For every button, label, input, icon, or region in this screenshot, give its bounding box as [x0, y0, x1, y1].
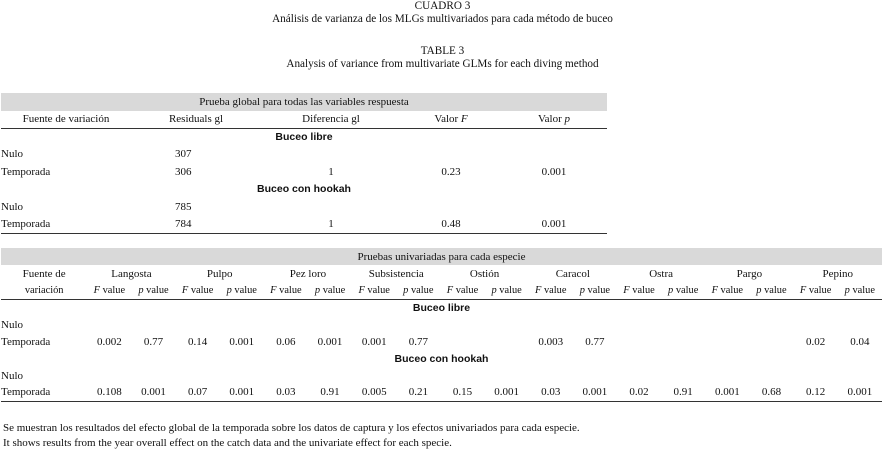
f-value-rest: value	[453, 284, 479, 296]
value-cell: 0.91	[661, 384, 705, 401]
value-cell: 0.12	[794, 384, 838, 401]
f-value-header	[794, 282, 838, 299]
value-cell: 0.001	[131, 384, 175, 401]
value-cell	[176, 367, 220, 384]
p-value-rest: value	[496, 284, 522, 296]
value-cell: 0.001	[838, 384, 882, 401]
value-cell: 0.005	[352, 384, 396, 401]
f-value-header	[176, 282, 220, 299]
section-title-row	[1, 350, 882, 367]
p-value-header	[220, 282, 264, 299]
f-value-italic: F	[623, 284, 630, 296]
p-value-rest: value	[143, 284, 169, 296]
row-source: Temporada	[1, 165, 51, 178]
value-cell	[617, 367, 661, 384]
p-value-italic: p	[403, 284, 409, 296]
species-header: Caracol	[555, 267, 590, 280]
footnote-english: It shows results from the year overall effect on the catch data and the univariate effect for each specie.	[3, 437, 452, 449]
table-row	[1, 146, 607, 164]
row-residuals: 307	[175, 148, 192, 161]
row-p: 0.001	[541, 165, 567, 178]
header-residuals-gl: Residuals gl	[131, 111, 261, 129]
value-cell	[749, 316, 793, 333]
value-cell: 0.001	[317, 335, 343, 348]
row-source: Temporada	[1, 384, 87, 401]
section-title-free-diving: Buceo libre	[275, 131, 333, 143]
species-header: Ostión	[469, 267, 500, 280]
value-cell	[485, 367, 529, 384]
p-value-italic: p	[844, 284, 850, 296]
caption-english	[0, 45, 885, 71]
p-value-header	[131, 282, 175, 299]
value-cell: 0.001	[705, 384, 749, 401]
row-p: 0.001	[501, 216, 607, 234]
row-f: 0.23	[441, 165, 461, 178]
value-cell	[485, 333, 529, 350]
species-header: Pez loro	[289, 267, 327, 280]
value-cell	[440, 333, 484, 350]
value-cell: 0.07	[176, 384, 220, 401]
value-cell	[485, 316, 529, 333]
value-cell	[352, 367, 396, 384]
row-f	[401, 146, 501, 164]
p-value-rest: value	[849, 284, 875, 296]
row-residuals: 785	[175, 200, 192, 213]
row-source: Nulo	[1, 200, 23, 213]
value-cell: 0.15	[440, 384, 484, 401]
p-value-header	[749, 282, 793, 299]
section-title-row	[1, 128, 607, 146]
f-value-header	[352, 282, 396, 299]
value-cell	[220, 316, 264, 333]
species-header: Langosta	[111, 267, 152, 280]
row-difference	[261, 146, 401, 164]
value-cell: 0.77	[408, 335, 428, 348]
value-cell	[617, 316, 661, 333]
value-cell: 0.001	[220, 384, 264, 401]
value-cell: 0.68	[749, 384, 793, 401]
row-difference: 1	[328, 165, 334, 178]
value-cell	[529, 367, 573, 384]
f-value-rest: value	[364, 284, 390, 296]
value-cell	[87, 367, 131, 384]
value-cell: 0.108	[87, 384, 131, 401]
f-value-italic: F	[181, 284, 189, 296]
caption-english-label: TABLE 3	[420, 45, 465, 57]
p-value-rest: value	[584, 284, 611, 296]
species-header: Pargo	[736, 267, 763, 280]
p-value-header	[661, 282, 705, 299]
row-source: Nulo	[1, 148, 23, 161]
f-value-header	[617, 282, 661, 299]
value-cell: 0.91	[308, 384, 352, 401]
value-cell	[440, 316, 484, 333]
caption-spanish	[0, 0, 885, 26]
header-p-prefix: Valor	[537, 113, 565, 125]
p-value-italic: p	[756, 284, 762, 296]
p-value-header	[573, 282, 617, 299]
value-cell	[352, 316, 396, 333]
value-cell: 0.003	[538, 335, 564, 348]
row-source: Nulo	[1, 369, 23, 382]
value-cell	[396, 316, 440, 333]
univariate-test-table	[1, 248, 882, 402]
value-cell	[705, 333, 749, 350]
value-cell	[749, 333, 793, 350]
p-value-rest: value	[320, 284, 346, 296]
global-test-table	[1, 93, 607, 234]
f-value-italic: F	[799, 284, 807, 296]
f-value-italic: F	[93, 284, 100, 296]
value-cell: 0.06	[276, 335, 296, 348]
f-value-italic: F	[358, 284, 365, 296]
value-cell: 0.02	[805, 335, 826, 348]
value-cell: 0.001	[229, 335, 255, 348]
p-value-italic: p	[226, 284, 232, 296]
value-cell	[308, 367, 352, 384]
value-cell: 0.04	[850, 335, 870, 348]
p-value-italic: p	[668, 284, 674, 296]
value-cell	[308, 316, 352, 333]
p-value-italic: p	[491, 284, 497, 296]
value-cell	[220, 367, 264, 384]
header-source: Fuente de variación	[1, 111, 131, 129]
p-value-rest: value	[231, 284, 257, 296]
value-cell	[264, 367, 308, 384]
f-value-italic: F	[535, 284, 542, 296]
f-value-header	[529, 282, 573, 299]
f-value-header	[705, 282, 749, 299]
f-value-header	[440, 282, 484, 299]
f-value-rest: value	[717, 284, 744, 296]
row-p	[501, 198, 607, 216]
value-cell	[573, 367, 617, 384]
table-row	[1, 163, 607, 181]
row-p	[501, 146, 607, 164]
value-cell	[749, 367, 793, 384]
f-value-rest: value	[99, 284, 126, 296]
value-cell: 0.14	[188, 335, 208, 348]
f-value-italic: F	[270, 284, 277, 296]
caption-english-text: Analysis of variance from multivariate GLMs for each diving method	[286, 58, 599, 70]
value-cell: 0.02	[617, 384, 661, 401]
f-value-rest: value	[276, 284, 302, 296]
univariate-band-row	[1, 248, 882, 265]
value-cell	[396, 367, 440, 384]
section-title-hookah-diving: Buceo con hookah	[257, 183, 351, 196]
caption-spanish-text: Análisis de varianza de los MLGs multivariados para cada método de buceo	[272, 13, 613, 25]
header-p-value	[501, 111, 607, 129]
header-source-line2: variación	[1, 282, 87, 299]
f-value-header	[87, 282, 131, 299]
row-difference	[261, 198, 401, 216]
value-cell	[573, 316, 617, 333]
species-header-row	[1, 265, 882, 282]
section-title: Buceo con hookah	[394, 352, 489, 365]
value-cell	[838, 367, 882, 384]
value-cell: 0.77	[585, 335, 605, 348]
footnote-spanish: Se muestran los resultados del efecto global de la temporada sobre los datos de captura y los efectos univariados para cada especie.	[3, 422, 580, 434]
value-cell	[705, 316, 749, 333]
global-test-header-row	[1, 111, 607, 129]
table-row	[1, 316, 882, 333]
row-residuals: 784	[131, 216, 261, 234]
p-value-header	[308, 282, 352, 299]
species-header: Pepino	[822, 267, 854, 280]
value-cell: 0.001	[361, 335, 387, 348]
header-p-italic: p	[564, 113, 571, 125]
species-header: Subsistencia	[368, 267, 424, 280]
table-row	[1, 216, 607, 234]
f-value-header	[264, 282, 308, 299]
value-cell: 0.03	[264, 384, 308, 401]
value-cell	[661, 367, 705, 384]
row-source: Nulo	[1, 318, 23, 331]
global-test-band: Prueba global para todas las variables respuesta	[1, 93, 607, 111]
value-cell: 0.002	[96, 335, 122, 348]
p-value-italic: p	[579, 284, 585, 296]
section-title: Buceo libre	[412, 301, 471, 314]
value-cell: 0.03	[529, 384, 573, 401]
value-cell	[131, 316, 175, 333]
value-cell	[264, 316, 308, 333]
value-cell	[661, 316, 705, 333]
f-value-rest: value	[806, 284, 832, 296]
header-f-value	[401, 111, 501, 129]
section-title-row	[1, 299, 882, 316]
value-cell	[131, 367, 175, 384]
f-value-italic: F	[711, 284, 718, 296]
global-test-band-row	[1, 93, 607, 111]
p-value-italic: p	[314, 284, 321, 296]
value-cell	[838, 316, 882, 333]
f-value-rest: value	[541, 284, 567, 296]
f-value-rest: value	[629, 284, 655, 296]
p-value-italic: p	[138, 284, 144, 296]
value-cell: 0.001	[485, 384, 529, 401]
value-cell: 0.001	[573, 384, 617, 401]
value-cell	[176, 316, 220, 333]
caption-spanish-label: CUADRO 3	[414, 0, 471, 12]
p-value-rest: value	[408, 284, 434, 296]
value-cell	[617, 333, 661, 350]
species-header: Ostra	[649, 267, 674, 280]
row-residuals: 306	[175, 165, 192, 178]
header-difference-gl: Diferencia gl	[261, 111, 401, 129]
row-source: Temporada	[1, 335, 51, 348]
value-cell: 0.21	[396, 384, 440, 401]
p-value-rest: value	[673, 284, 699, 296]
table-row	[1, 384, 882, 401]
header-source-line1: Fuente de	[22, 267, 66, 280]
univariate-band: Pruebas univariadas para cada especie	[1, 248, 882, 265]
p-value-header	[838, 282, 882, 299]
value-cell: 0.77	[143, 335, 164, 348]
value-cell	[440, 367, 484, 384]
value-cell	[705, 367, 749, 384]
species-header: Pulpo	[206, 267, 233, 280]
value-cell	[87, 316, 131, 333]
table-row	[1, 333, 882, 350]
value-cell	[661, 333, 705, 350]
f-value-rest: value	[188, 284, 214, 296]
value-cell	[529, 316, 573, 333]
p-value-header	[396, 282, 440, 299]
row-f: 0.48	[401, 216, 501, 234]
value-header-row	[1, 282, 882, 299]
header-f-italic: F	[460, 113, 468, 125]
p-value-header	[485, 282, 529, 299]
row-source: Temporada	[1, 216, 131, 234]
row-f	[401, 198, 501, 216]
header-f-prefix: Valor	[434, 113, 461, 125]
section-title-row	[1, 181, 607, 199]
row-difference: 1	[261, 216, 401, 234]
value-cell	[794, 316, 838, 333]
table-row	[1, 367, 882, 384]
value-cell	[794, 367, 838, 384]
p-value-rest: value	[761, 284, 787, 296]
table-row	[1, 198, 607, 216]
f-value-italic: F	[446, 284, 454, 296]
